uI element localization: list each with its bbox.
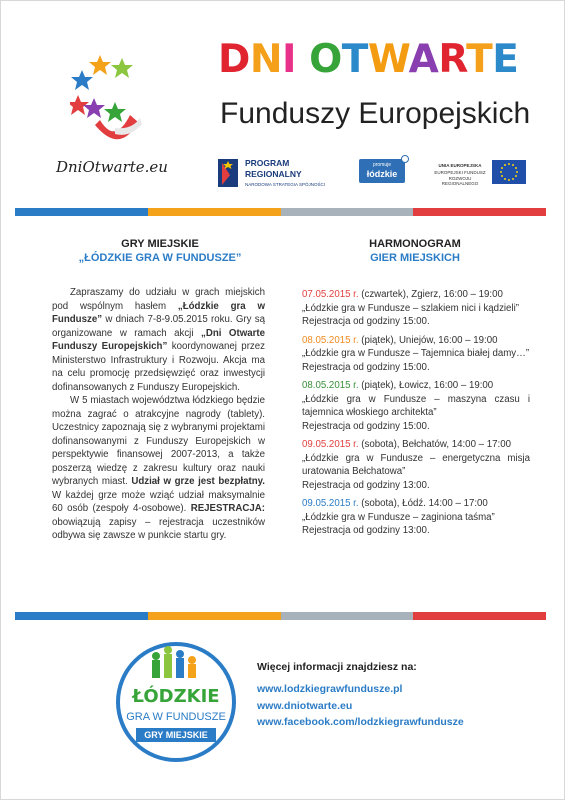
text: W 5 miastach województwa łódzkiego będzie można zagrać o atrakcyjne nagrody (tablety). Uczestnicy zapoznają się z wybranymi projektami dofinansowanymi z Funduszy Europejskich w perspektywie finansowej 2007-2013, a także poszerzą wiedzę z zakresu kultury oraz nauki wybranych miast. — [52, 395, 265, 487]
event-date-line — [302, 288, 530, 302]
description-text — [52, 286, 265, 543]
event-registration: Rejestracja od godziny 13:00. — [302, 479, 430, 491]
schedule-item — [302, 438, 530, 492]
title-letter: T — [341, 37, 368, 82]
eu-logo-line1: UNIA EUROPEJSKA — [438, 163, 482, 168]
page-subtitle: Funduszy Europejskich — [220, 97, 531, 130]
title-letter: D — [218, 37, 250, 82]
lodzkie-gra-w-fundusze-logo — [114, 640, 238, 764]
right-subheading: GIER MIEJSKICH — [370, 252, 460, 264]
program-logo-icon — [218, 155, 240, 191]
link-facebook[interactable]: www.facebook.com/lodzkiegrawfundusze — [257, 716, 464, 728]
registered-icon — [401, 155, 409, 163]
eu-flag-icon — [492, 160, 526, 184]
lodzkie-logo-line2: łódzkie — [366, 169, 398, 179]
text: obowiązują zapisy – rejestracja uczestników odbywa się zawsze w punkcie startu gry. — [52, 516, 265, 541]
event-title: „Łódzkie gra w Fundusze – energetyczna misja uratowania Bełchatowa” — [302, 452, 530, 477]
event-details: (sobota), Bełchatów, 14:00 – 17:00 — [358, 439, 511, 450]
schedule-item — [302, 379, 530, 433]
text: Zapraszamy do udziału w grach miejskich pod wspólnym hasłem — [52, 287, 265, 312]
lodzkie-logo-line1: promuje — [372, 162, 392, 168]
event-details: (czwartek), Zgierz, 16:00 – 19:00 — [358, 289, 503, 300]
logo-text: DniOtwarte.eu — [56, 158, 168, 176]
event-date: 08.05.2015 r. — [302, 380, 359, 391]
schedule-list — [302, 288, 530, 543]
eu-logo-line2: EUROPEJSKI FUNDUSZ — [434, 170, 486, 175]
title-letter: T — [466, 37, 493, 82]
event-date-line — [302, 334, 530, 348]
event-title: „Łódzkie gra w Fundusze – Tajemnica białej damy…” — [302, 348, 530, 359]
title-letter: R — [438, 37, 467, 82]
event-date: 09.05.2015 r. — [302, 439, 359, 450]
event-date: 08.05.2015 r. — [302, 334, 359, 346]
event-details: (piątek), Uniejów, 16:00 – 19:00 — [358, 334, 498, 346]
event-registration: Rejestracja od godziny 13:00. — [302, 525, 430, 536]
title-letter: E — [492, 37, 519, 82]
more-info-label: Więcej informacji znajdziesz na: — [257, 661, 417, 673]
text: w dniach 7-8-9.05.2015 roku. Gry są organizowane w ramach akcji — [52, 314, 265, 339]
title-letter: W — [367, 37, 409, 82]
game-logo-line2: GRA W FUNDUSZE — [126, 711, 226, 723]
bold-text: „Łódzkie gra w Fundusze” — [52, 300, 265, 325]
event-date-line — [302, 497, 530, 511]
event-registration: Rejestracja od godziny 15:00. — [302, 316, 430, 327]
event-registration: Rejestracja od godziny 15:00. — [302, 361, 430, 373]
event-details: (piątek), Łowicz, 16:00 – 19:00 — [358, 380, 494, 391]
game-logo-line1: ŁÓDZKIE — [132, 686, 220, 707]
event-date: 09.05.2015 r. — [302, 498, 359, 509]
link-dniotwarte[interactable]: www.dniotwarte.eu — [257, 700, 353, 712]
color-stripe-top — [15, 208, 546, 216]
eu-logo-line3: ROZWOJU REGIONALNEGO — [441, 176, 479, 186]
eu-logo — [430, 160, 530, 190]
bold-text: REJESTRACJA: — [190, 503, 265, 514]
right-heading: HARMONOGRAM — [369, 238, 461, 250]
text: koordynowanej przez Ministerstwo Infrastruktury i Rozwoju. Akcja ma na celu promocję przedsięwzięć oraz inwestycji dofinansowanych z Funduszy Europejskich. — [52, 341, 265, 393]
bold-text: „Dni Otwarte Funduszy Europejskich” — [52, 327, 265, 352]
program-regionalny-logo — [218, 155, 353, 191]
left-heading: GRY MIEJSKIE — [121, 238, 199, 250]
event-details: (sobota), Łódź. 14:00 – 17:00 — [358, 498, 488, 509]
title-letter: I — [282, 37, 297, 82]
promuje-lodzkie-logo — [359, 159, 405, 183]
schedule-item — [302, 334, 530, 375]
event-date-line — [302, 438, 530, 452]
event-title: „Łódzkie gra w Fundusze – maszyna czasu i tajemnica włoskiego architekta” — [302, 393, 530, 418]
dni-otwarte-logo — [50, 50, 190, 185]
color-stripe-bottom — [15, 612, 546, 620]
stars-icon — [70, 50, 170, 155]
title-letter: A — [408, 37, 439, 82]
game-logo-icon — [114, 640, 238, 764]
event-title: „Łódzkie gra w Fundusze – zaginiona taśma” — [302, 511, 495, 523]
program-logo-line1: PROGRAM — [245, 158, 290, 168]
program-logo-line2: REGIONALNY — [245, 169, 302, 179]
event-title: „Łódzkie gra w Fundusze – szlakiem nici i kądzieli” — [302, 302, 519, 314]
left-subheading: „ŁÓDZKIE GRA W FUNDUSZE” — [78, 252, 242, 264]
schedule-item — [302, 288, 530, 329]
game-logo-line3: GRY MIEJSKIE — [144, 730, 208, 740]
program-logo-line3: NARODOWA STRATEGIA SPÓJNOŚCI — [245, 182, 326, 187]
link-lodzkiegrawfundusze[interactable]: www.lodzkiegrawfundusze.pl — [257, 683, 403, 695]
text: W każdej grze może wziąć udział maksymalnie 60 osób (zespoły 4-osobowe). — [52, 489, 265, 514]
schedule-item — [302, 497, 530, 538]
event-date-line — [302, 379, 530, 393]
event-date: 07.05.2015 r. — [302, 289, 359, 300]
description-paragraph-1 — [52, 286, 265, 394]
title-letter: N — [249, 37, 283, 82]
page-title — [218, 37, 519, 82]
title-letter — [218, 37, 518, 82]
title-letter: O — [309, 37, 342, 82]
event-registration: Rejestracja od godziny 15:00. — [302, 420, 430, 432]
title-letter — [296, 37, 309, 82]
description-paragraph-2 — [52, 394, 265, 543]
bold-text: Udział w grze jest bezpłatny. — [131, 476, 266, 487]
